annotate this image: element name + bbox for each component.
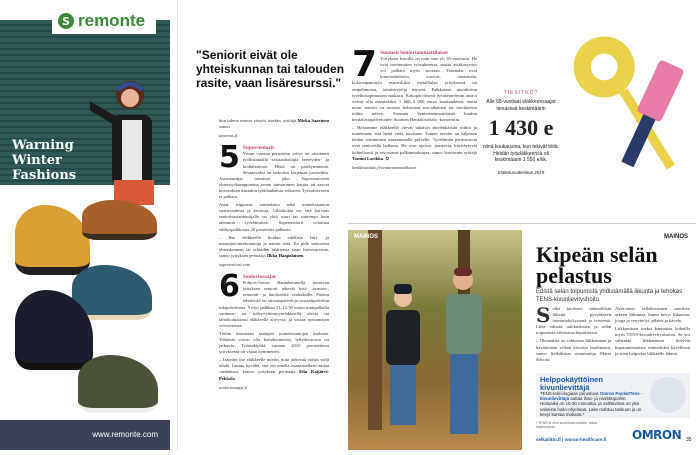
fact-intro: Alle 68-vuotiaat eläkkeensaajat tienasivat keskimäärin (486, 99, 556, 112)
source-link: superseniorit.com (219, 261, 250, 267)
shoe-green-sneaker (78, 355, 158, 413)
ad-footer (0, 420, 170, 450)
item-5 (219, 140, 329, 268)
paragraph: – Itse eläkkeellä hoidan edelleen laki- ja asianajotoimeksiantoja ja nautin siitä. En pidä senioreita yhteiskunnan tai talouden rasitteena vaan lisäresurssina, sanoo yrityksen perustaja Ilkka Haapalainen. (219, 234, 329, 258)
hikers-illustration (348, 230, 522, 450)
pull-quote: "Seniorit eivät ole yhteiskunnan tai talouden rasite, vaan lisäresurssi." (196, 48, 345, 90)
item-number: 6 (219, 269, 240, 305)
page-number: 35 (686, 437, 692, 443)
ad-label: MAINOS (664, 234, 688, 240)
omron-logo: OMRON (632, 428, 682, 442)
ad-tagline (12, 138, 76, 183)
logo-icon: S (58, 13, 74, 29)
paragraph: Aktiivinen selkäkivuinen tarvitsee arkeen liikuntaa, kuten kevyt liikuntaa, jooga ja venyttelyt, pilates ja kävely. (615, 306, 690, 324)
item-number: 5 (219, 140, 240, 176)
paragraph: elkä tarvitsee säännöllistä liikettä pysyäkseen toimintakykyisenä ja terveenä. Liike edistää tukikudosten ja selän toipumista erilaisissa kiputiloissa. (536, 306, 611, 336)
tagline-line: Warning (12, 138, 74, 153)
item-heading: Suomen Senioriammattilaiset (380, 50, 448, 56)
ad-label: MAINOS (354, 234, 378, 240)
hero-image (0, 20, 170, 185)
ad-title: Kipeän selän pelastus (536, 242, 658, 288)
item-heading: Senioriosaajat (242, 274, 276, 281)
paragraph: Pohjois-Savon Rautalammella toimivan yrityksen seniorit tekevät koti-, avustus-, remontti- ja huoltotöitä vanhuksille. Pääosa tehtävistä on siivouspalveluja sosiaalipalvelun tukipalveluina. Yritys palkkaa 11–12,50 euron tuntipalkalla vanhuus- tai työkyvyttömyyseläkkeellä olevia tai lähtökohtaisesti eläkkeelle siirtyviä, ja vastaa työnantajan velvoitteista. (219, 280, 329, 328)
brand-name: remonte (78, 11, 146, 30)
paragraph: – Olennaista on rohkaista liikkumaan ja käyttämään selkää kivuista huolimatta, sanoo Selkäliiton asiantuntija Maria Silvola. (536, 338, 611, 362)
item-number: 7 (352, 44, 378, 85)
source-link: senioriosaajat.fi (219, 384, 248, 390)
couple-hiking-photo (348, 230, 522, 450)
promo-box (536, 373, 690, 418)
source-link: uworons.fi (219, 133, 238, 139)
ad-links[interactable]: selkaliitto.fi | omron-healthcare.fi (536, 437, 607, 442)
paragraph: – Haluamme eläkkeellä olevat takaisin mielekkäisiin töihin ja tuntemaan, että heitä vielä tarvitaan. Toinen tavoite on hiljaisen tiedon siirtäminen nuoremmalle polvelle. Työelämän perusasioita ovat senioreilla hallussa. He ovat ajoissa, joustavia, käyttäytyvät kohteliaasti ja arvostavat palkanmaksajaa, sanoo konsernin yrittäjä Tommi Larikka. ✪ (352, 125, 477, 161)
footnote: * TENS ei ollut suositusta kaikille, katso käyttöohjeet. (536, 421, 598, 430)
paragraph: Liikkumisen tueksi kannattaa kokeilla myös TENS-kivunlievityshoitoa. Se voi vähentää liikkumisen liittyviä kiputuntemuksia esimerkiksi kävellessä ja siten helpottaa liikkeelle lähtöä. (615, 326, 690, 356)
woman-photo (90, 60, 160, 205)
promo-text: TENS-teknologiaan perustuva Omron PocketTens -kivunlievittäjä auttaa ihas- ja niveläkipuihin. Hoitoaika on 15-30 minuuttia, ja valittavissa on yksi valmista hoito-ohjelmaa. Laite mahtuu taskuun ja on kevyt kantaa mukana.* (540, 391, 643, 417)
promo-title: Helppokäyttöinen kivunlievittäjä (540, 375, 603, 392)
tagline-line: Winter (12, 153, 62, 168)
article-column-2 (352, 44, 477, 177)
fact-box (481, 90, 561, 175)
paragraph: Töihin katsotaan saatujen toimeksiantojen mukaan. Tehtävät voivat olla kertaluonteisia, lyhytkestoisia tai jatkuvia. Työntekijöitä vuonna 2010 perustetussa yrityksessä on vajaat kymmenen. (219, 330, 329, 355)
fact-source: Eläketurvakeskus 2019 (497, 169, 545, 175)
fact-value: 1 430 e (488, 115, 554, 140)
shoe-brown-chelsea (82, 200, 157, 240)
tape-and-brush-illustration (566, 20, 690, 195)
shoe-yellow-boot (15, 205, 90, 275)
item-heading: Superseniorit (242, 145, 275, 152)
page-divider (177, 0, 178, 450)
fact-body: niinä kuukausina, kun tekivät töitä. Heidän työeläkkeensä oli keskimäärin 1 550 e/kk. (482, 144, 560, 163)
paragraph: Asiat riippuvat toimialasta sekä toimeksiannon vaativuudesta ja kestosta. Lähtökohta on, että korvaus seniorisasiantuntijalle on yhtä suuri tai suurempi kuin aiemmin työelämässä. Superseniorit veloittaa välityspalkkiona 20 prosenttia palkasta. (219, 202, 329, 232)
drop-cap: S (536, 303, 551, 327)
section-divider (348, 223, 696, 224)
source-link: henkilostotalo.fi/senioriammattilaiset (352, 164, 417, 170)
paragraph: – Jäätyäni itse eläkkeelle mietin, mitä järkevää voisin vielä tehdä. Tuntuu hyvältä, että voi omalla osaamisellaan auttaa vanhuksia, kertoo yrityksen perustaja Eila Kaijärvi-Pekkola. (219, 357, 330, 381)
remonte-logo (52, 8, 156, 34)
ad-column-1 (536, 303, 611, 365)
article-column-1 (219, 118, 329, 397)
paragraph: Viime vuonna perustettu yritys on aloittanut työllistämällä sairaanhoitajia terveyden- ja kodinhoitoon. Heitä on parikymmentä. Seuraavaksi on tarkoitus laajentaa juristeihin. Asiantuntijat toimivat joko Superseniorien yhteistyökumppanina oman toiminimen kautta tai saavat korvauksen kustakin työtilauksesta erikseen. Työsuhteeseen ei palkata. (219, 151, 329, 200)
ad-subtitle: Edistä selän toipumista yhdistämällä liikunta ja tehokas TENS-kivunlievityshoito. (536, 289, 683, 303)
item-6 (219, 269, 330, 391)
tagline-line: Fashions (12, 168, 77, 183)
fact-label: TIESITKÖ? (503, 90, 539, 96)
ad-url[interactable]: www.remonte.com (92, 430, 158, 439)
ad-column-2 (615, 306, 690, 359)
intro-text: hön tuleva seniori väsyisi itseään, yrittäjä Mirka Saarinen sanoo. (219, 118, 330, 130)
remonte-ad (0, 0, 170, 450)
tens-device-image (650, 377, 686, 413)
paragraph: Yrityksen listoilla on noin sata yli 55-vuotiasta. He ovat useimmiten työsuhteessa, mutta asiakasyritys voi palkata myös suoraan. Toimialat ovat kiinteistönhoito, siivous, varastoala, kokoonpanotyöt esimerkiksi metallialan yrityksessä tai ompelimossa, toimistotyöja myynti. Palkkataso muodostuu työehtosopimusten mukaan. Kokopäiväisesti työskentelevän ansiot voivat olla esimerkiksi 1 660–3 000 euroa kuukaudessa, mutta moni seniori on omasta halustaan osa-aikainen tai tarvittaessa töihin tuleva. Suomen Senioriammattilaiset kuuluu henkilöstöpalveluiden Suomen Henkilöstötalo -konserniin. (352, 56, 477, 123)
